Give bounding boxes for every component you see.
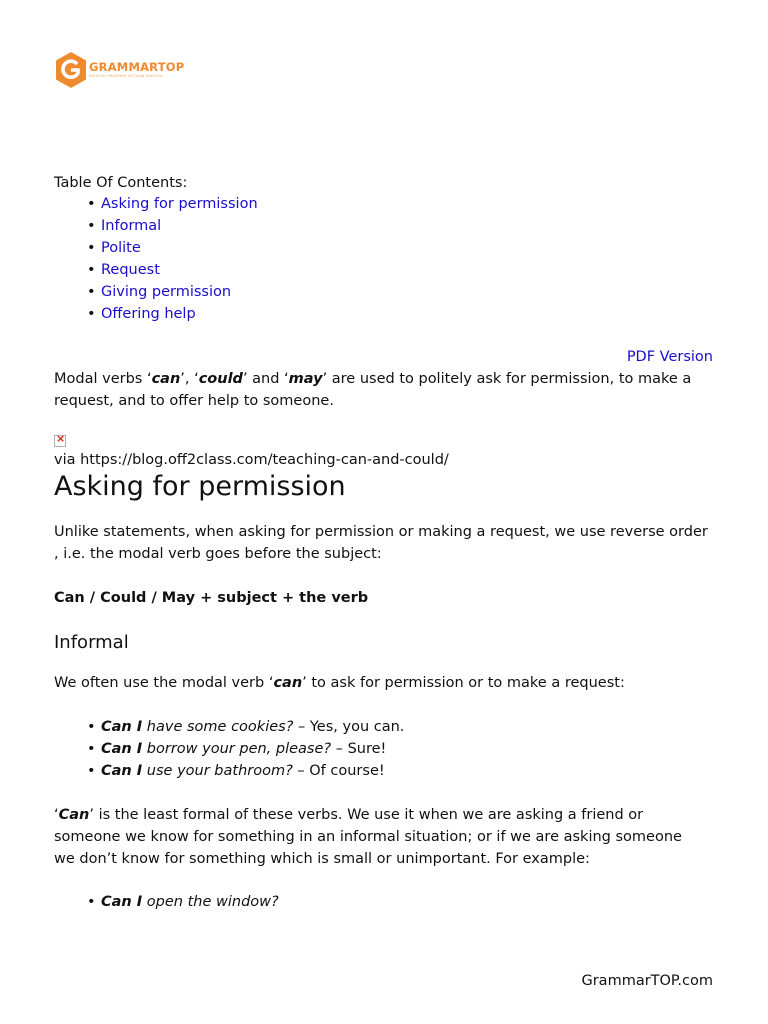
toc-link-polite[interactable]: Polite: [101, 240, 141, 256]
section1-text: Unlike statements, when asking for permission or making a request, we use reverse order , i.e. the modal verb goes before the subject:: [54, 524, 708, 562]
hexagon-g-icon: [54, 51, 88, 89]
logo-wordmark: GRAMMARTOP: [89, 60, 185, 74]
image-credit: via https://blog.off2class.com/teaching-can-and-could/: [54, 452, 449, 468]
list-item: • Can I use your bathroom? – Of course!: [85, 760, 404, 782]
informal-lead: We often use the modal verb ‘can’ to ask for permission or to make a request:: [54, 675, 625, 691]
grammartop-logo[interactable]: [54, 51, 194, 91]
toc-item: [85, 259, 258, 281]
can-explanation: ‘Can’ is the least formal of these verbs. We use it when we are asking a friend or someone we know for something in an informal situation; or if we are asking someone we don’t know for something which is small or unimportant. For example:: [54, 807, 682, 867]
toc-link-offering-help[interactable]: Offering help: [101, 306, 196, 322]
toc-list: [85, 193, 258, 325]
list-item: • Can I borrow your pen, please? – Sure!: [85, 738, 404, 760]
section-title-informal: Informal: [54, 632, 129, 653]
toc-link-giving-permission[interactable]: Giving permission: [101, 284, 232, 300]
toc-heading: Table Of Contents:: [54, 175, 188, 191]
section-title-asking-for-permission: Asking for permission: [54, 471, 346, 502]
toc-link-informal[interactable]: Informal: [101, 218, 162, 234]
informal-examples: [85, 716, 404, 782]
toc-item: [85, 303, 258, 325]
list-item: • Can I have some cookies? – Yes, you can.: [85, 716, 404, 738]
toc-item: [85, 215, 258, 237]
toc-item: [85, 237, 258, 259]
toc-link-request[interactable]: Request: [101, 262, 160, 278]
footer-site-name: GrammarTOP.com: [581, 973, 713, 989]
toc-item: [85, 193, 258, 215]
modal-formula: Can / Could / May + subject + the verb: [54, 590, 369, 606]
toc-item: [85, 281, 258, 303]
logo-tagline: ENGLISH GRAMMAR IN PLAIN ENGLISH: [89, 74, 163, 78]
toc-link-asking-for-permission[interactable]: Asking for permission: [101, 196, 258, 212]
pdf-version-link[interactable]: PDF Version: [626, 349, 713, 365]
intro-paragraph: Modal verbs ‘can’, ‘could’ and ‘may’ are used to politely ask for permission, to make a request, and to offer help to someone.: [54, 371, 692, 409]
list-item: • Can I open the window?: [85, 891, 279, 913]
broken-image-icon: ×: [56, 432, 66, 445]
informal-example-2: [85, 891, 279, 913]
